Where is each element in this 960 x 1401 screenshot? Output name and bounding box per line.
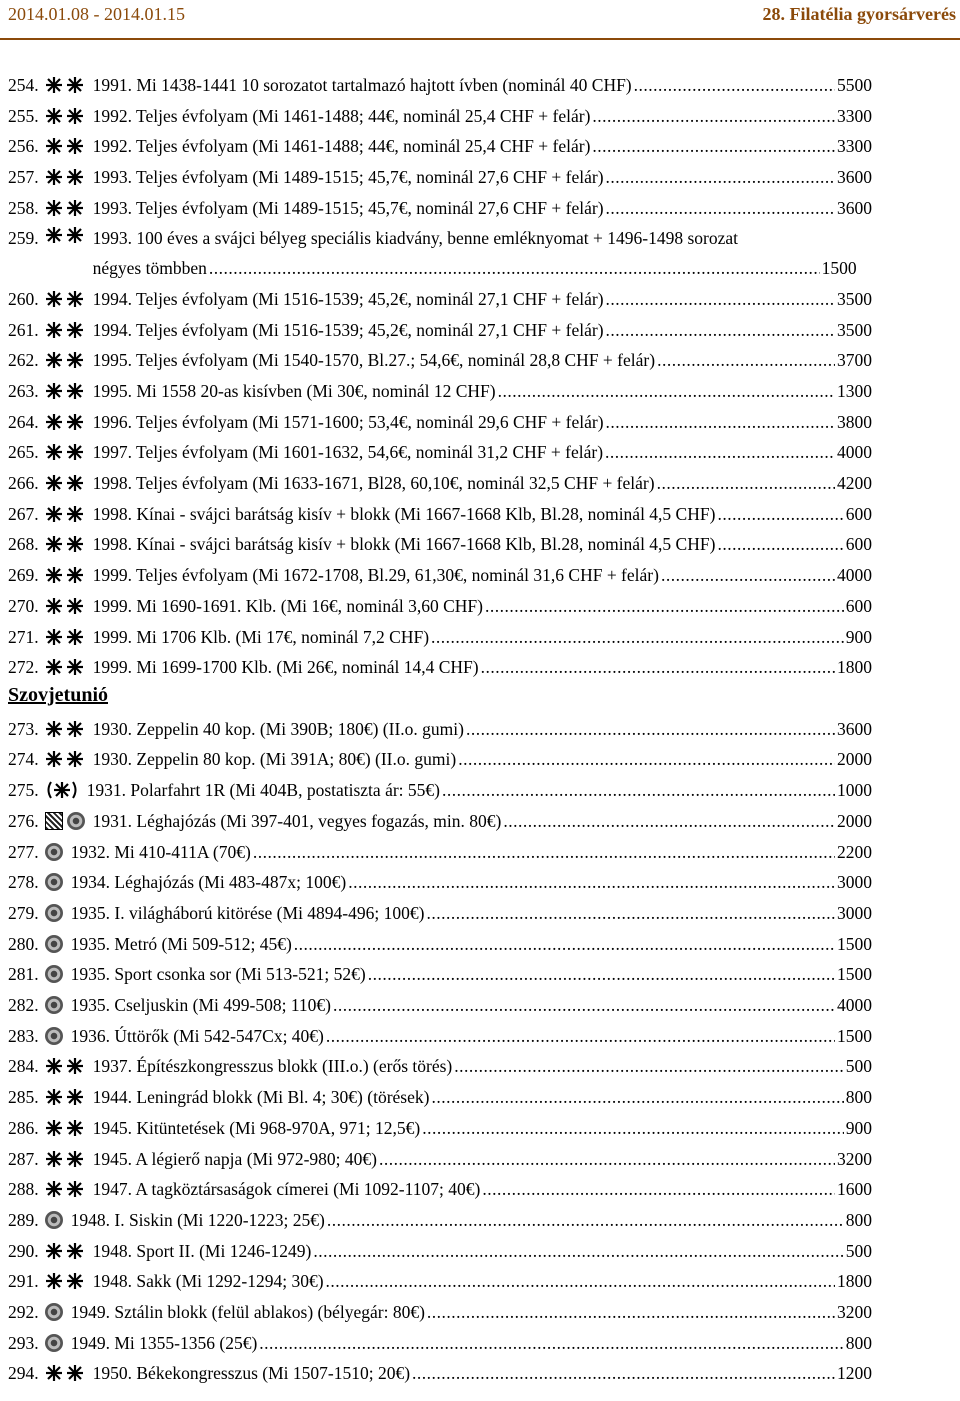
lot-description: 1998. Kínai - svájci barátság kisív + blokk (Mi 1667-1668 Klb, Bl.28, nominál 4,5 CHF) (92, 534, 716, 554)
lot-number: 275. (8, 780, 39, 800)
lot-number: 258. (8, 198, 39, 218)
lot-price: 3000 (837, 872, 872, 892)
lot-row (8, 1147, 872, 1171)
lot-description-block (93, 226, 857, 280)
lot-description: 1993. 100 éves a svájci bélyeg speciális kiadvány, benne emléknyomat + 1496-1498 sorozat (92, 228, 738, 248)
lot-number: 292. (8, 1302, 39, 1322)
lot-number: 279. (8, 903, 39, 923)
mnh-double-star-icon (45, 1057, 85, 1075)
leader-dots (634, 73, 835, 97)
lot-description-continuation (93, 256, 857, 280)
lot-price: 2200 (837, 842, 872, 862)
lot-description: 1999. Mi 1690-1691. Klb. (Mi 16€, nominál 3,60 CHF) (92, 596, 483, 616)
leader-dots (717, 502, 843, 526)
lot-number: 261. (8, 320, 39, 340)
mnh-double-star-icon (45, 1150, 85, 1168)
leader-dots (485, 594, 844, 618)
lot-number: 287. (8, 1149, 39, 1169)
lot-description: 1995. Mi 1558 20-as kisívben (Mi 30€, nominál 12 CHF) (92, 381, 496, 401)
lot-description: 1996. Teljes évfolyam (Mi 1571-1600; 53,4€, nominál 29,6 CHF + felár) (92, 412, 604, 432)
header-auction-title: 28. Filatélia gyorsárverés (762, 4, 956, 24)
lot-price: 5500 (837, 75, 872, 95)
mnh-double-star-icon (45, 535, 85, 553)
lot-description: 1995. Teljes évfolyam (Mi 1540-1570, Bl.27.; 54,6€, nominál 28,8 CHF + felár) (92, 350, 656, 370)
block-used-icon (45, 812, 85, 830)
lot-row (8, 840, 872, 864)
mnh-double-star-icon (45, 321, 85, 339)
lot-price: 3600 (837, 719, 872, 739)
lot-row (8, 348, 872, 372)
lot-row (8, 471, 872, 495)
leader-dots (326, 1024, 835, 1048)
lot-price: 1500 (837, 1026, 872, 1046)
mnh-double-star-icon (45, 1364, 85, 1382)
leader-dots (431, 625, 844, 649)
lot-price: 1500 (837, 964, 872, 984)
mnh-double-star-icon (45, 1180, 85, 1198)
lot-description: 1999. Mi 1699-1700 Klb. (Mi 26€, nominál 14,4 CHF) (92, 657, 479, 677)
leader-dots (606, 318, 835, 342)
lot-description: 1949. Mi 1355-1356 (25€) (70, 1333, 258, 1353)
lot-price: 600 (845, 596, 872, 616)
lot-number: 289. (8, 1210, 39, 1230)
lot-price: 3200 (837, 1302, 872, 1322)
lot-price: 3800 (837, 412, 872, 432)
leader-dots (412, 1361, 835, 1385)
leader-dots (368, 962, 835, 986)
lot-description: 1945. Kitüntetések (Mi 968-970A, 971; 12,5€) (92, 1118, 421, 1138)
lot-price: 500 (845, 1056, 872, 1076)
mnh-double-star-icon (45, 443, 85, 461)
lot-number: 281. (8, 964, 39, 984)
mnh-double-star-icon (45, 1272, 85, 1290)
leader-dots (327, 1208, 844, 1232)
lot-description: 1930. Zeppelin 80 kop. (Mi 391A; 80€) (II.o. gumi) (92, 749, 457, 769)
lot-row (8, 655, 872, 679)
mnh-double-star-icon (45, 566, 85, 584)
lot-row (8, 440, 872, 464)
lot-price: 2000 (837, 811, 872, 831)
lot-number: 291. (8, 1271, 39, 1291)
lot-price: 3200 (837, 1149, 872, 1169)
mnh-double-star-icon (45, 413, 85, 431)
lot-row (8, 901, 872, 925)
lot-description: 1949. Sztálin blokk (felül ablakos) (bélyegár: 80€) (70, 1302, 425, 1322)
lot-number: 268. (8, 534, 39, 554)
lot-row (8, 1085, 872, 1109)
lot-description: 1935. I. világháború kitörése (Mi 4894-496; 100€) (70, 903, 425, 923)
lot-row (8, 1361, 872, 1385)
used-postmark-icon (45, 1027, 63, 1045)
lot-row (8, 165, 872, 189)
lot-description: 1937. Építészkongresszus blokk (III.o.) (erős törés) (92, 1056, 453, 1076)
leader-dots (313, 1239, 843, 1263)
lot-row (8, 1208, 872, 1232)
lot-number: 280. (8, 934, 39, 954)
lot-number: 255. (8, 106, 39, 126)
leader-dots (253, 840, 835, 864)
lot-number: 283. (8, 1026, 39, 1046)
lot-row (8, 532, 872, 556)
leader-dots (427, 1300, 835, 1324)
lot-number: 262. (8, 350, 39, 370)
used-postmark-icon (45, 935, 63, 953)
leader-dots (482, 1177, 835, 1201)
lot-description: 1935. Metró (Mi 509-512; 45€) (70, 934, 292, 954)
section-title: Szovjetunió (8, 684, 108, 706)
hinged-star-icon (45, 780, 79, 800)
used-postmark-icon (45, 996, 63, 1014)
page-header (0, 0, 960, 40)
lot-price: 2000 (837, 749, 872, 769)
lot-number: 271. (8, 627, 39, 647)
leader-dots (422, 1116, 844, 1140)
leader-dots (498, 379, 835, 403)
leader-dots (326, 1269, 835, 1293)
leader-dots (606, 196, 835, 220)
lot-price: 1500 (837, 934, 872, 954)
leader-dots (466, 717, 835, 741)
lot-description: 1948. I. Siskin (Mi 1220-1223; 25€) (70, 1210, 325, 1230)
lot-row (8, 962, 872, 986)
lot-description: 1992. Teljes évfolyam (Mi 1461-1488; 44€, nominál 25,4 CHF + felár) (92, 106, 591, 126)
lot-price: 600 (845, 504, 872, 524)
lot-number: 284. (8, 1056, 39, 1076)
mnh-double-star-icon (45, 107, 85, 125)
mnh-double-star-icon (45, 226, 85, 244)
leader-dots (442, 778, 835, 802)
lot-number: 257. (8, 167, 39, 187)
lot-description: 1935. Sport csonka sor (Mi 513-521; 52€) (70, 964, 366, 984)
used-postmark-icon (45, 1303, 63, 1321)
lot-description: 1998. Teljes évfolyam (Mi 1633-1671, Bl28, 60,10€, nominál 32,5 CHF + felár) (92, 473, 655, 493)
lot-price: 3500 (837, 320, 872, 340)
lot-number: 286. (8, 1118, 39, 1138)
lot-row (8, 1331, 872, 1355)
lot-description-line2: négyes tömbben (92, 258, 207, 278)
leader-dots (606, 410, 835, 434)
lot-price: 3000 (837, 903, 872, 923)
lot-description: 1999. Teljes évfolyam (Mi 1672-1708, Bl.29, 61,30€, nominál 31,6 CHF + felár) (92, 565, 659, 585)
leader-dots (333, 993, 835, 1017)
mnh-double-star-icon (45, 168, 85, 186)
lot-row (8, 993, 872, 1017)
leader-dots (606, 165, 835, 189)
mnh-double-star-icon (45, 1242, 85, 1260)
lot-description: 1947. A tagköztársaságok címerei (Mi 1092-1107; 40€) (92, 1179, 481, 1199)
lot-number: 260. (8, 289, 39, 309)
lot-price: 4000 (837, 565, 872, 585)
lot-number: 288. (8, 1179, 39, 1199)
lot-number: 282. (8, 995, 39, 1015)
lot-price: 3300 (837, 136, 872, 156)
lot-row (8, 594, 872, 618)
lot-description: 1931. Léghajózás (Mi 397-401, vegyes fogazás, min. 80€) (92, 811, 502, 831)
lot-row (8, 1300, 872, 1324)
leader-dots (294, 932, 835, 956)
lot-row (8, 1177, 872, 1201)
header-date-range: 2014.01.08 - 2014.01.15 (8, 4, 185, 24)
lot-row (8, 1116, 872, 1140)
lot-description: 1992. Teljes évfolyam (Mi 1461-1488; 44€, nominál 25,4 CHF + felár) (92, 136, 591, 156)
mnh-double-star-icon (45, 750, 85, 768)
lot-description: 1998. Kínai - svájci barátság kisív + blokk (Mi 1667-1668 Klb, Bl.28, nominál 4,5 CHF) (92, 504, 716, 524)
lot-row (8, 625, 872, 649)
lot-price: 3700 (837, 350, 872, 370)
leader-dots (431, 1085, 843, 1109)
lot-price: 1500 (821, 258, 857, 278)
lot-price: 800 (845, 1087, 872, 1107)
mnh-double-star-icon (45, 1088, 85, 1106)
lot-row (8, 1054, 872, 1078)
leader-dots (661, 563, 835, 587)
mnh-double-star-icon (45, 1119, 85, 1137)
lot-price: 4000 (837, 442, 872, 462)
lot-number: 274. (8, 749, 39, 769)
mnh-double-star-icon (45, 137, 85, 155)
used-postmark-icon (45, 1334, 63, 1352)
lot-price: 800 (845, 1333, 872, 1353)
leader-dots (503, 809, 835, 833)
leader-dots (426, 901, 835, 925)
lot-price: 1000 (837, 780, 872, 800)
lot-row (8, 809, 872, 833)
lot-row (8, 1239, 872, 1263)
lot-row (8, 502, 872, 526)
lot-row (8, 717, 872, 741)
lot-row (8, 410, 872, 434)
lot-price: 3600 (837, 167, 872, 187)
lot-number: 278. (8, 872, 39, 892)
lot-row (8, 932, 872, 956)
lot-price: 4000 (837, 995, 872, 1015)
leader-dots (657, 471, 835, 495)
lot-description: 1948. Sport II. (Mi 1246-1249) (92, 1241, 312, 1261)
lot-number: 264. (8, 412, 39, 432)
mnh-double-star-icon (45, 290, 85, 308)
lot-price: 800 (845, 1210, 872, 1230)
lot-price: 3600 (837, 198, 872, 218)
lot-description: 1994. Teljes évfolyam (Mi 1516-1539; 45,2€, nominál 27,1 CHF + felár) (92, 320, 604, 340)
lot-description: 1991. Mi 1438-1441 10 sorozatot tartalmazó hajtott ívben (nominál 40 CHF) (92, 75, 632, 95)
lot-number: 273. (8, 719, 39, 739)
lot-number: 290. (8, 1241, 39, 1261)
lot-description: 1994. Teljes évfolyam (Mi 1516-1539; 45,2€, nominál 27,1 CHF + felár) (92, 289, 604, 309)
lot-number: 267. (8, 504, 39, 524)
lot-description: 1950. Békekongresszus (Mi 1507-1510; 20€) (92, 1363, 411, 1383)
mnh-double-star-icon (45, 658, 85, 676)
header-divider (0, 38, 960, 40)
lot-row (8, 870, 872, 894)
mnh-double-star-icon (45, 474, 85, 492)
lot-price: 1800 (837, 1271, 872, 1291)
leader-dots (458, 747, 835, 771)
leader-dots (605, 440, 835, 464)
lot-price: 1600 (837, 1179, 872, 1199)
used-postmark-icon (45, 965, 63, 983)
lot-description: 1930. Zeppelin 40 kop. (Mi 390B; 180€) (II.o. gumi) (92, 719, 464, 739)
mnh-double-star-icon (45, 505, 85, 523)
leader-dots (592, 134, 835, 158)
lot-price: 4200 (837, 473, 872, 493)
lot-row (8, 747, 872, 771)
lot-number: 266. (8, 473, 39, 493)
lot-number: 254. (8, 75, 39, 95)
used-postmark-icon (45, 873, 63, 891)
lot-number: 272. (8, 657, 39, 677)
leader-dots (379, 1147, 835, 1171)
leader-dots (606, 287, 835, 311)
mnh-double-star-icon (45, 351, 85, 369)
lot-description: 1935. Cseljuskin (Mi 499-508; 110€) (70, 995, 332, 1015)
lot-number: 285. (8, 1087, 39, 1107)
mnh-double-star-icon (45, 628, 85, 646)
lot-price: 500 (845, 1241, 872, 1261)
lot-description: 1932. Mi 410-411A (70€) (70, 842, 251, 862)
lot-number: 277. (8, 842, 39, 862)
lot-number: 256. (8, 136, 39, 156)
mnh-double-star-icon (45, 199, 85, 217)
lot-row (8, 318, 872, 342)
lot-price: 1200 (837, 1363, 872, 1383)
lot-number: 265. (8, 442, 39, 462)
lot-description: 1997. Teljes évfolyam (Mi 1601-1632, 54,6€, nominál 31,2 CHF + felár) (92, 442, 604, 462)
lot-price: 1300 (837, 381, 872, 401)
used-postmark-icon (45, 1211, 63, 1229)
leader-dots (592, 104, 835, 128)
lot-number: 269. (8, 565, 39, 585)
lot-number: 293. (8, 1333, 39, 1353)
mnh-double-star-icon (45, 597, 85, 615)
used-postmark-icon (45, 904, 63, 922)
lot-number: 294. (8, 1363, 39, 1383)
lot-description: 1931. Polarfahrt 1R (Mi 404B, postatiszta ár: 55€) (86, 780, 440, 800)
lot-row (8, 287, 872, 311)
lot-price: 900 (845, 627, 872, 647)
lot-description: 1993. Teljes évfolyam (Mi 1489-1515; 45,7€, nominál 27,6 CHF + felár) (92, 198, 604, 218)
mnh-double-star-icon (45, 382, 85, 400)
lot-price: 900 (845, 1118, 872, 1138)
lot-row (8, 1024, 872, 1048)
leader-dots (209, 256, 820, 280)
lot-description: 1993. Teljes évfolyam (Mi 1489-1515; 45,7€, nominál 27,6 CHF + felár) (92, 167, 604, 187)
lot-row (8, 379, 872, 403)
lot-number: 276. (8, 811, 39, 831)
mnh-double-star-icon (45, 720, 85, 738)
leader-dots (657, 348, 835, 372)
lot-price: 600 (845, 534, 872, 554)
lot-description: 1944. Leningrád blokk (Mi Bl. 4; 30€) (törések) (92, 1087, 430, 1107)
leader-dots (481, 655, 835, 679)
lot-description: 1934. Léghajózás (Mi 483-487x; 100€) (70, 872, 347, 892)
used-postmark-icon (45, 843, 63, 861)
lot-price: 3500 (837, 289, 872, 309)
lot-row (8, 196, 872, 220)
lot-price: 3300 (837, 106, 872, 126)
lot-description: 1945. A légierő napja (Mi 972-980; 40€) (92, 1149, 377, 1169)
lot-row (8, 563, 872, 587)
leader-dots (717, 532, 843, 556)
lot-description: 1948. Sakk (Mi 1292-1294; 30€) (92, 1271, 324, 1291)
lot-row (8, 1269, 872, 1293)
lot-number: 259. (8, 228, 39, 248)
lot-row (8, 134, 872, 158)
lot-row (8, 73, 872, 97)
lot-description: 1936. Úttörők (Mi 542-547Cx; 40€) (70, 1026, 324, 1046)
lot-price: 1800 (837, 657, 872, 677)
lot-row (8, 778, 872, 802)
lot-number: 270. (8, 596, 39, 616)
lot-number: 263. (8, 381, 39, 401)
leader-dots (259, 1331, 843, 1355)
leader-dots (454, 1054, 843, 1078)
mnh-double-star-icon (45, 76, 85, 94)
leader-dots (348, 870, 835, 894)
lot-row (8, 226, 872, 278)
lot-row (8, 104, 872, 128)
lot-description: 1999. Mi 1706 Klb. (Mi 17€, nominál 7,2 CHF) (92, 627, 430, 647)
